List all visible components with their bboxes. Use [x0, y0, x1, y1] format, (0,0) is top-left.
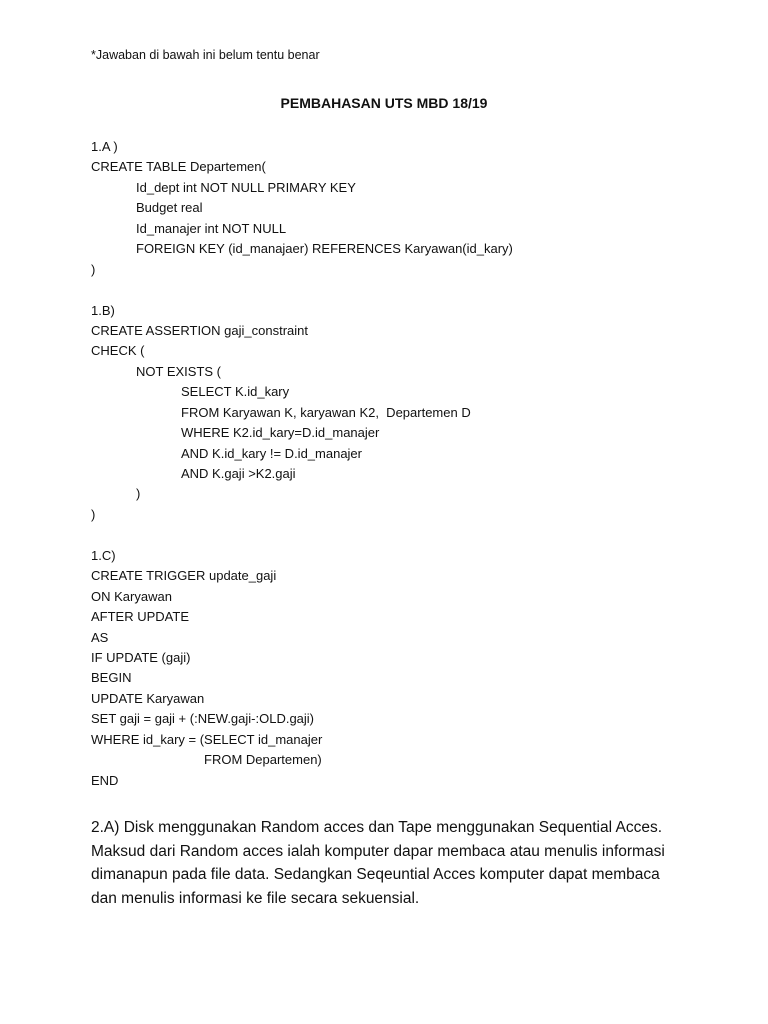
paragraph-line: dan menulis informasi ke file secara sekuensial.: [91, 889, 420, 907]
code-line: CREATE TABLE Departemen(: [91, 159, 266, 175]
q1a-label: 1.A ): [91, 139, 118, 154]
spacer: [91, 525, 513, 545]
code-line: SET gaji = gaji + (:NEW.gaji-:OLD.gaji): [91, 711, 315, 727]
code-line: END: [91, 772, 119, 788]
code-line: CREATE TRIGGER update_gaji: [91, 568, 277, 584]
paragraph-line: Maksud dari Random acces ialah komputer dapar membaca atau menulis informasi: [91, 842, 665, 860]
code-line: Budget real: [136, 200, 203, 216]
code-line: IF UPDATE (gaji): [91, 649, 191, 665]
code-line: WHERE K2.id_kary=D.id_manajer: [181, 425, 380, 441]
code-line: FROM Karyawan K, karyawan K2, Departemen D: [181, 404, 471, 420]
code-line: WHERE id_kary = (SELECT id_manajer: [91, 731, 323, 747]
code-line: FOREIGN KEY (id_manajaer) REFERENCES Karyawan(id_kary): [136, 241, 513, 257]
disclaimer-note: *Jawaban di bawah ini belum tentu benar: [91, 48, 320, 62]
code-line: UPDATE Karyawan: [91, 690, 205, 706]
paragraph-line: 2.A) Disk menggunakan Random acces dan Tape menggunakan Sequential Acces.: [91, 819, 662, 836]
code-line: ): [91, 261, 96, 277]
answer-block: [91, 137, 513, 791]
code-line: BEGIN: [91, 670, 132, 686]
code-line: AND K.gaji >K2.gaji: [181, 466, 296, 481]
code-line: AFTER UPDATE: [91, 609, 189, 625]
code-line: ): [136, 486, 141, 502]
code-line: Id_manajer int NOT NULL: [136, 220, 287, 236]
q1c-label: 1.C): [91, 547, 116, 563]
code-line: NOT EXISTS (: [136, 363, 221, 379]
page-title: PEMBAHASAN UTS MBD 18/19: [280, 95, 488, 111]
q1b-label: 1.B): [91, 302, 115, 318]
code-line: AS: [91, 629, 109, 645]
paragraph-line: dimanapun pada file data. Sedangkan Seqeuntial Acces komputer dapat membaca: [91, 866, 660, 883]
code-line: Id_dept int NOT NULL PRIMARY KEY: [136, 179, 356, 195]
code-line: CREATE ASSERTION gaji_constraint: [91, 322, 308, 338]
code-line: SELECT K.id_kary: [181, 384, 290, 400]
spacer: [91, 280, 513, 300]
code-line: ON Karyawan: [91, 588, 172, 604]
code-line: ): [91, 506, 96, 522]
code-line: FROM Departemen): [204, 752, 322, 768]
answer-2a-paragraph: [91, 816, 691, 910]
code-line: CHECK (: [91, 343, 145, 359]
code-line: AND K.id_kary != D.id_manajer: [181, 445, 362, 461]
